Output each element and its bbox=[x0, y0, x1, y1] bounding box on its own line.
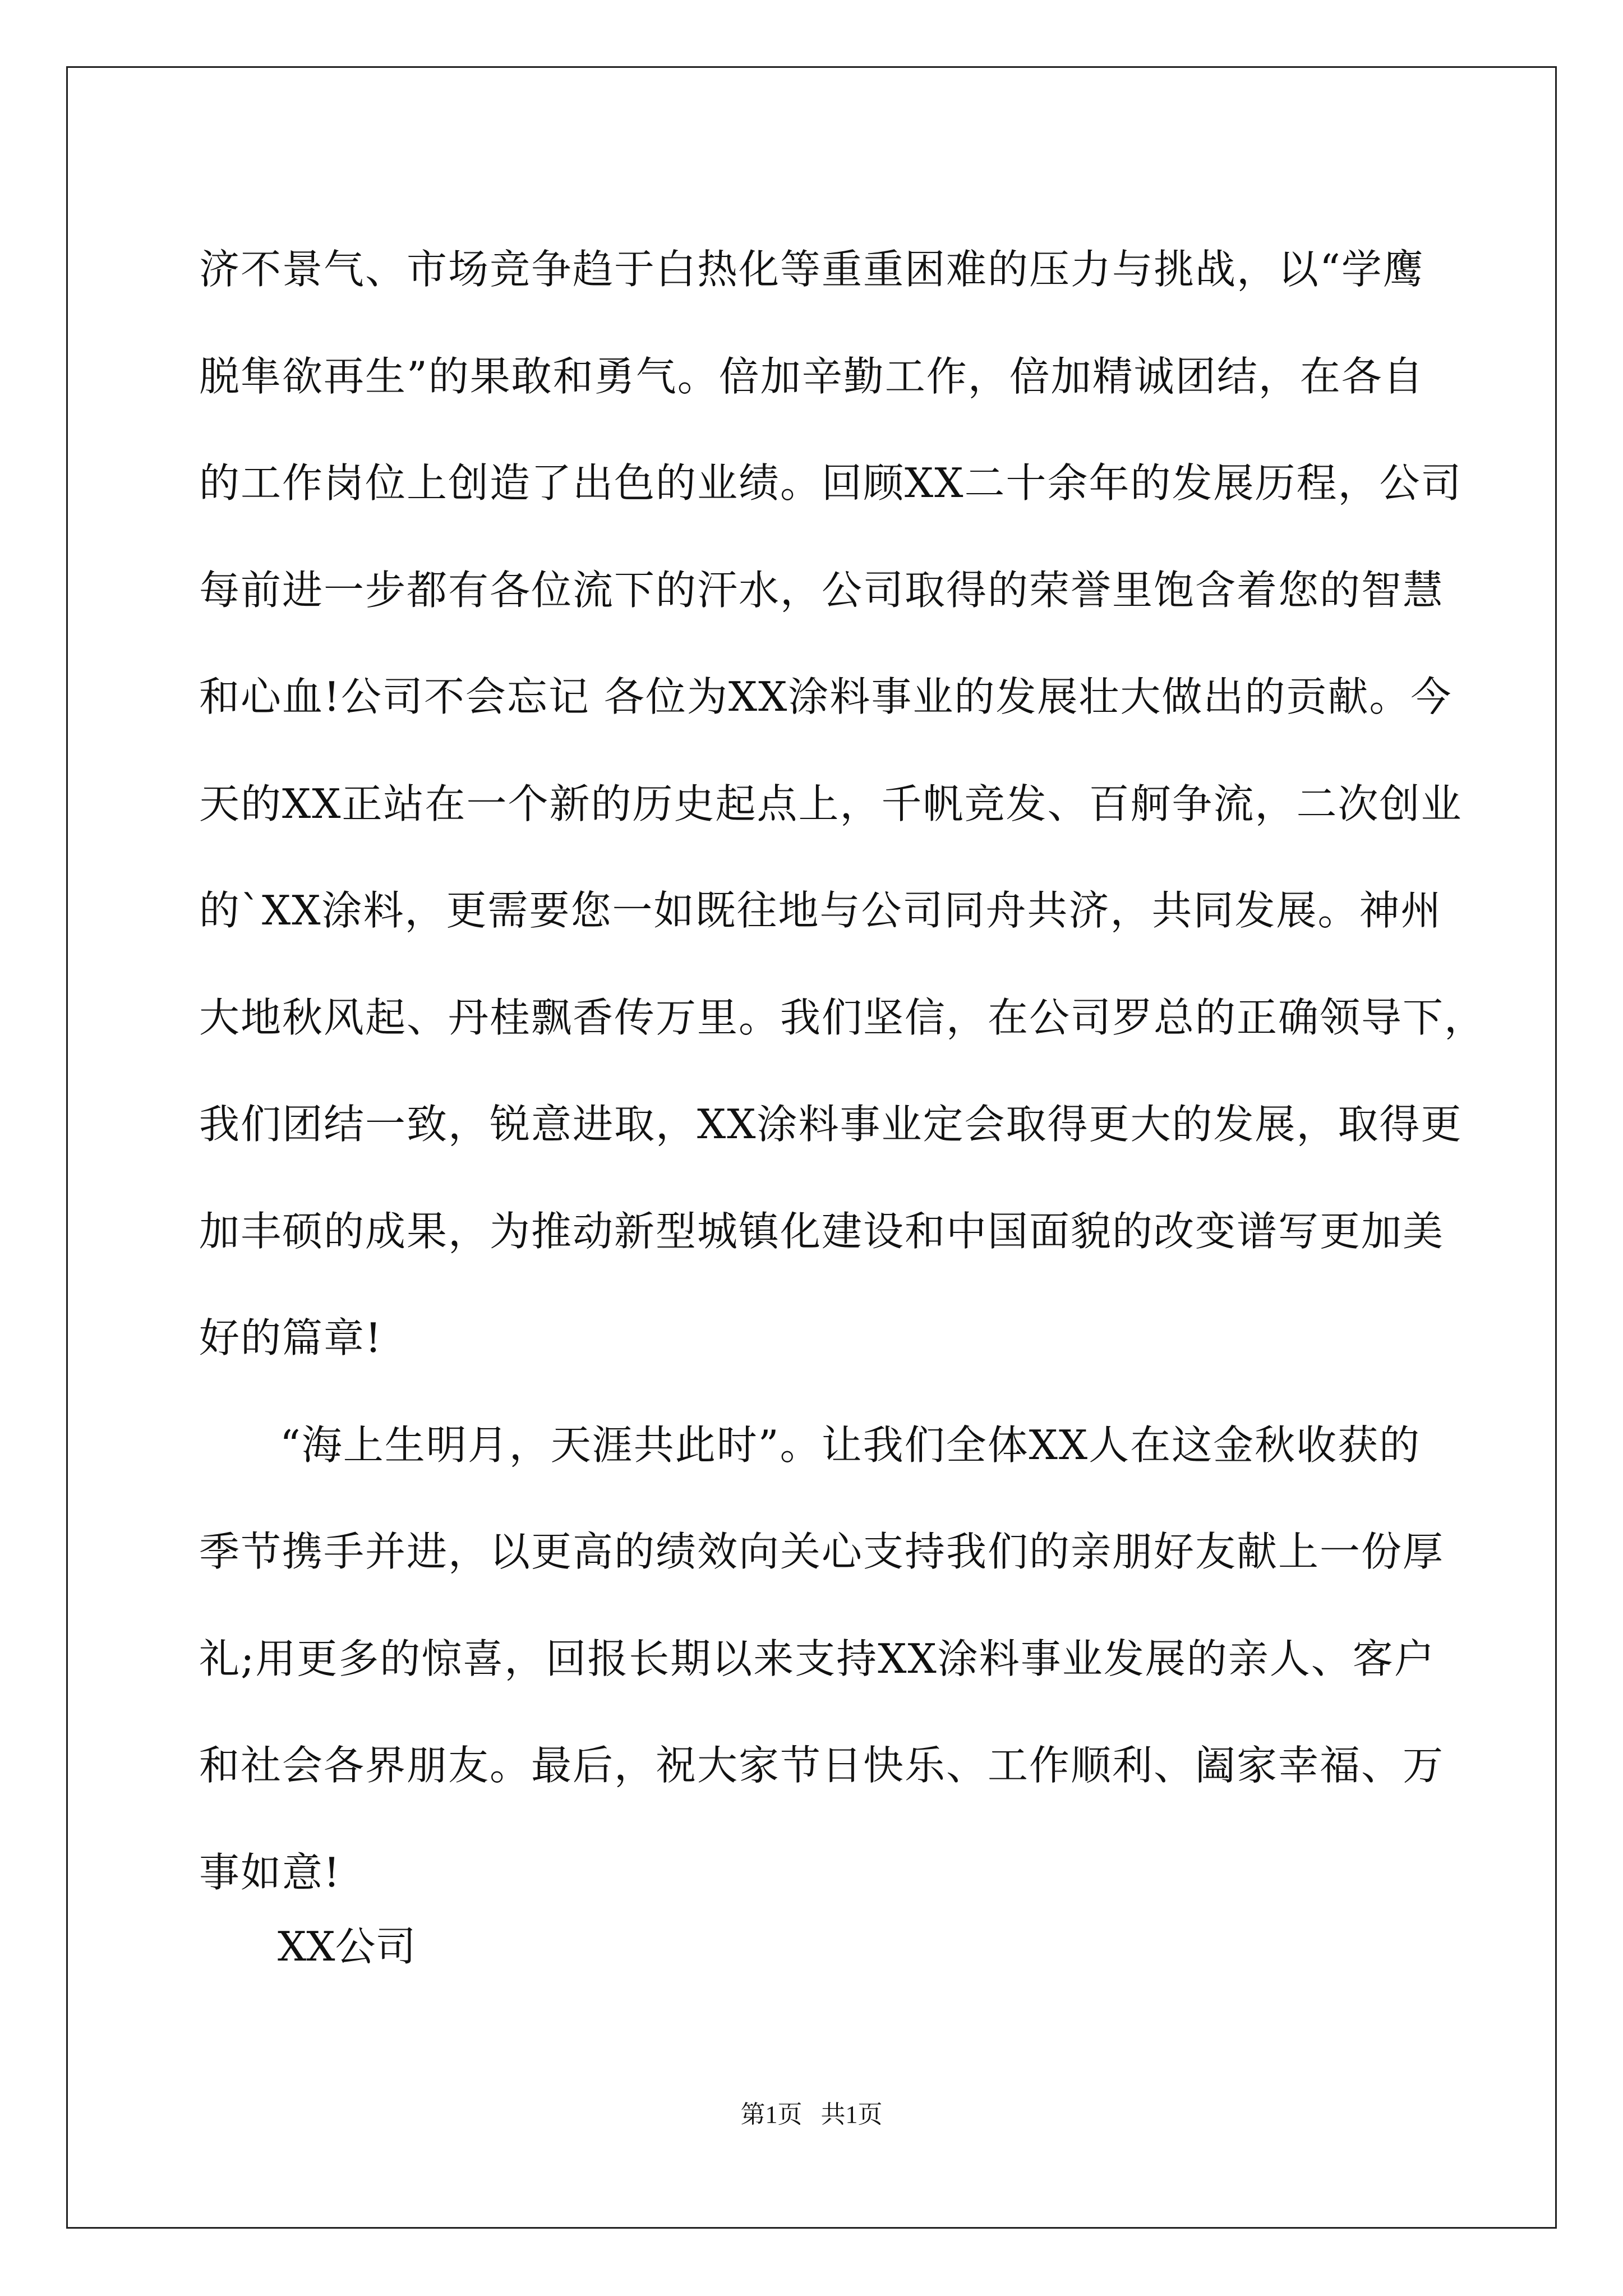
text-line: 我们团结一致，锐意进取，XX涂料事业定会取得更大的发展，取得更 bbox=[199, 1101, 1463, 1148]
text-line: 天的XX正站在一个新的历史起点上，千帆竞发、百舸争流，二次创业 bbox=[199, 780, 1463, 827]
text-line: 脱隼欲再生”的果敢和勇气。倍加辛勤工作，倍加精诚团结，在各自 bbox=[199, 352, 1424, 400]
text-line: 好的篇章! bbox=[199, 1314, 382, 1361]
text-line: 季节携手并进，以更高的绩效向关心支持我们的亲朋好友献上一份厚 bbox=[199, 1528, 1445, 1575]
text-line: 和社会各界朋友。最后，祝大家节日快乐、工作顺利、阖家幸福、万 bbox=[199, 1742, 1445, 1789]
text-line: 事如意! bbox=[199, 1848, 341, 1896]
text-line: 礼;用更多的惊喜，回报长期以来支持XX涂料事业发展的亲人、客户 bbox=[199, 1635, 1436, 1682]
text-line: “海上生明月，天涯共此时”。让我们全体XX人在这金秋收获的 bbox=[280, 1421, 1421, 1469]
body-text bbox=[199, 216, 1486, 1926]
text-line: 大地秋风起、丹桂飘香传万里。我们坚信，在公司罗总的正确领导下， bbox=[199, 993, 1486, 1041]
text-line: 每前进一步都有各位流下的汗水，公司取得的荣誉里饱含着您的智慧 bbox=[199, 566, 1445, 614]
text-line: 加丰硕的成果，为推动新型城镇化建设和中国面貌的改变谱写更加美 bbox=[199, 1207, 1445, 1255]
page-footer: 第1页 共1页 bbox=[740, 2101, 883, 2128]
text-line: 的工作岗位上创造了出色的业绩。回顾XX二十余年的发展历程，公司 bbox=[199, 459, 1463, 507]
text-line: 济不景气、市场竞争趋于白热化等重重困难的压力与挑战，以“学鹰 bbox=[199, 246, 1424, 293]
signature: XX公司 bbox=[278, 1923, 416, 1970]
text-line: 和心血!公司不会忘记 各位为XX涂料事业的发展壮大做出的贡献。今 bbox=[199, 673, 1453, 720]
text-line: 的`XX涂料，更需要您一如既往地与公司同舟共济，共同发展。神州 bbox=[199, 887, 1442, 934]
